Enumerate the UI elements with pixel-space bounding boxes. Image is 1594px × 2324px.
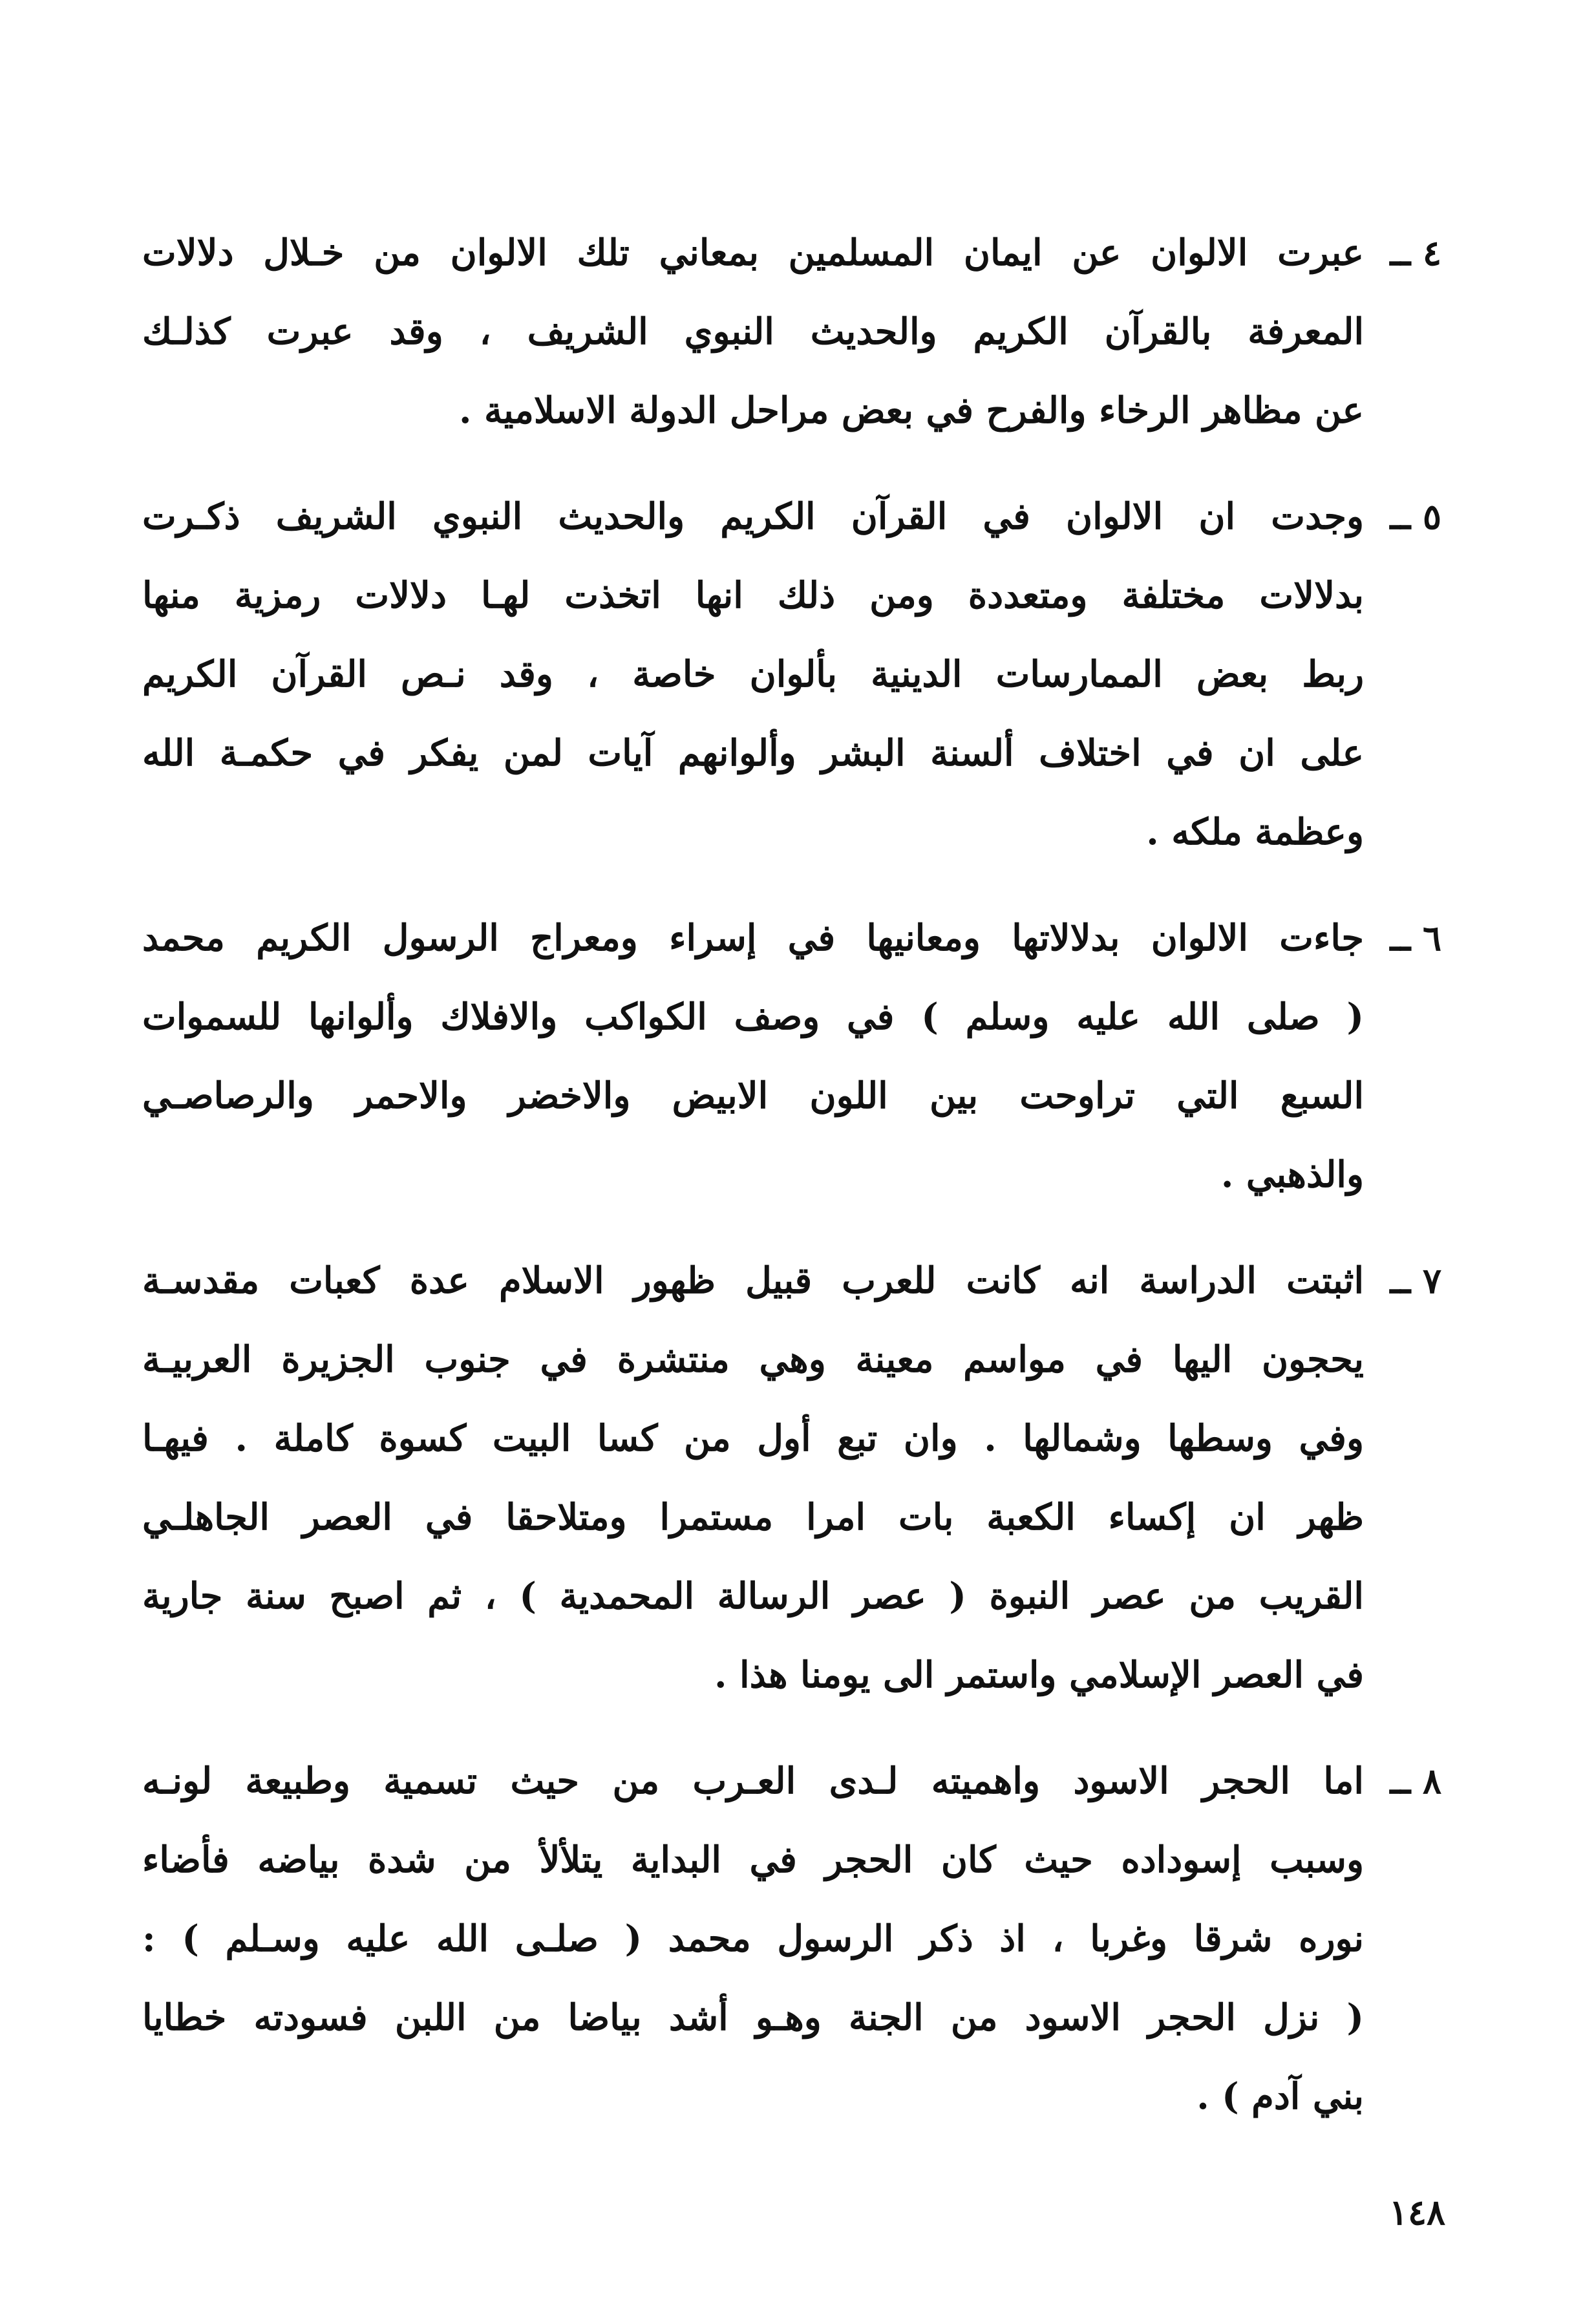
item-number: ٨ ــ [1390,1760,1441,1802]
item-line: ( نزل الحجر الاسود من الجنة وهـو أشد بياضا من اللبن فسودته خطايا [142,1996,1364,2039]
item-line: وجدت ان الالوان في القرآن الكريم والحديث النبوي الشريف ذكـرت [142,495,1364,538]
item-line: بني آدم ) . [1196,2075,1364,2118]
item-line: وفي وسطها وشمالها . وان تبع أول من كسا البيت كسوة كاملة . فيهـا [142,1417,1364,1460]
item-line: جاءت الالوان بدلالاتها ومعانيها في إسراء ومعراج الرسول الكريم محمد [142,917,1364,959]
item-line: القريب من عصر النبوة ( عصر الرسالة المحمدية ) ، ثم اصبح سنة جارية [142,1575,1364,1617]
item-line: بدلالات مختلفة ومتعددة ومن ذلك انها اتخذت لهـا دلالات رمزية منها [142,574,1364,617]
item-line: والذهبي . [1220,1153,1364,1196]
item-line: عن مظاهر الرخاء والفرح في بعض مراحل الدولة الاسلامية . [458,389,1364,432]
page-number: ١٤٨ [1388,2191,1445,2233]
item-line: اثبتت الدراسة انه كانت للعرب قبيل ظهور الاسلام عدة كعبات مقدسـة [142,1259,1364,1302]
item-line: ( صلى الله عليه وسلم ) في وصف الكواكب والافلاك وألوانها للسموات [142,996,1364,1038]
list-item-4 [142,213,1441,450]
item-line: السبع التي تراوحت بين اللون الابيض والاخضر والاحمر والرصاصـي [142,1074,1364,1117]
conclusions-list [142,213,1441,2163]
item-line: اما الحجر الاسود واهميته لـدى العـرب من حيث تسمية وطبيعة لونـه [142,1760,1364,1802]
item-line: وعظمة ملكه . [1146,811,1364,853]
item-number: ٤ ــ [1390,232,1441,273]
item-line: على ان في اختلاف ألسنة البشر وألوانهم آيات لمن يفكر في حكمـة الله [142,732,1364,774]
item-number: ٦ ــ [1390,917,1441,959]
item-line: عبرت الالوان عن ايمان المسلمين بمعاني تلك الالوان من خـلال دلالات [142,231,1364,274]
item-number: ٧ ــ [1390,1260,1441,1301]
item-line: ظهر ان إكساء الكعبة بات امرا مستمرا ومتلاحقا في العصر الجاهلـي [142,1496,1364,1539]
list-item-6 [142,899,1441,1214]
list-item-8 [142,1742,1441,2136]
item-line: يحجون اليها في مواسم معينة وهي منتشرة في جنوب الجزيرة العربيـة [142,1338,1364,1381]
item-number: ٥ ــ [1390,496,1441,537]
item-line: في العصر الإسلامي واستمر الى يومنا هذا . [714,1654,1364,1696]
item-line: وسبب إسوداده حيث كان الحجر في البداية يتلألأ من شدة بياضه فأضاء [142,1839,1364,1881]
item-line: نوره شرقا وغربا ، اذ ذكر الرسول محمد ( صلـى الله عليه وسـلم ) : [142,1917,1364,1960]
list-item-7 [142,1241,1441,1714]
item-line: ربط بعض الممارسات الدينية بألوان خاصة ، وقد نـص القرآن الكريم [142,653,1364,696]
item-line: المعرفة بالقرآن الكريم والحديث النبوي الشريف ، وقد عبرت كذلـك [142,310,1364,353]
list-item-5 [142,477,1441,871]
